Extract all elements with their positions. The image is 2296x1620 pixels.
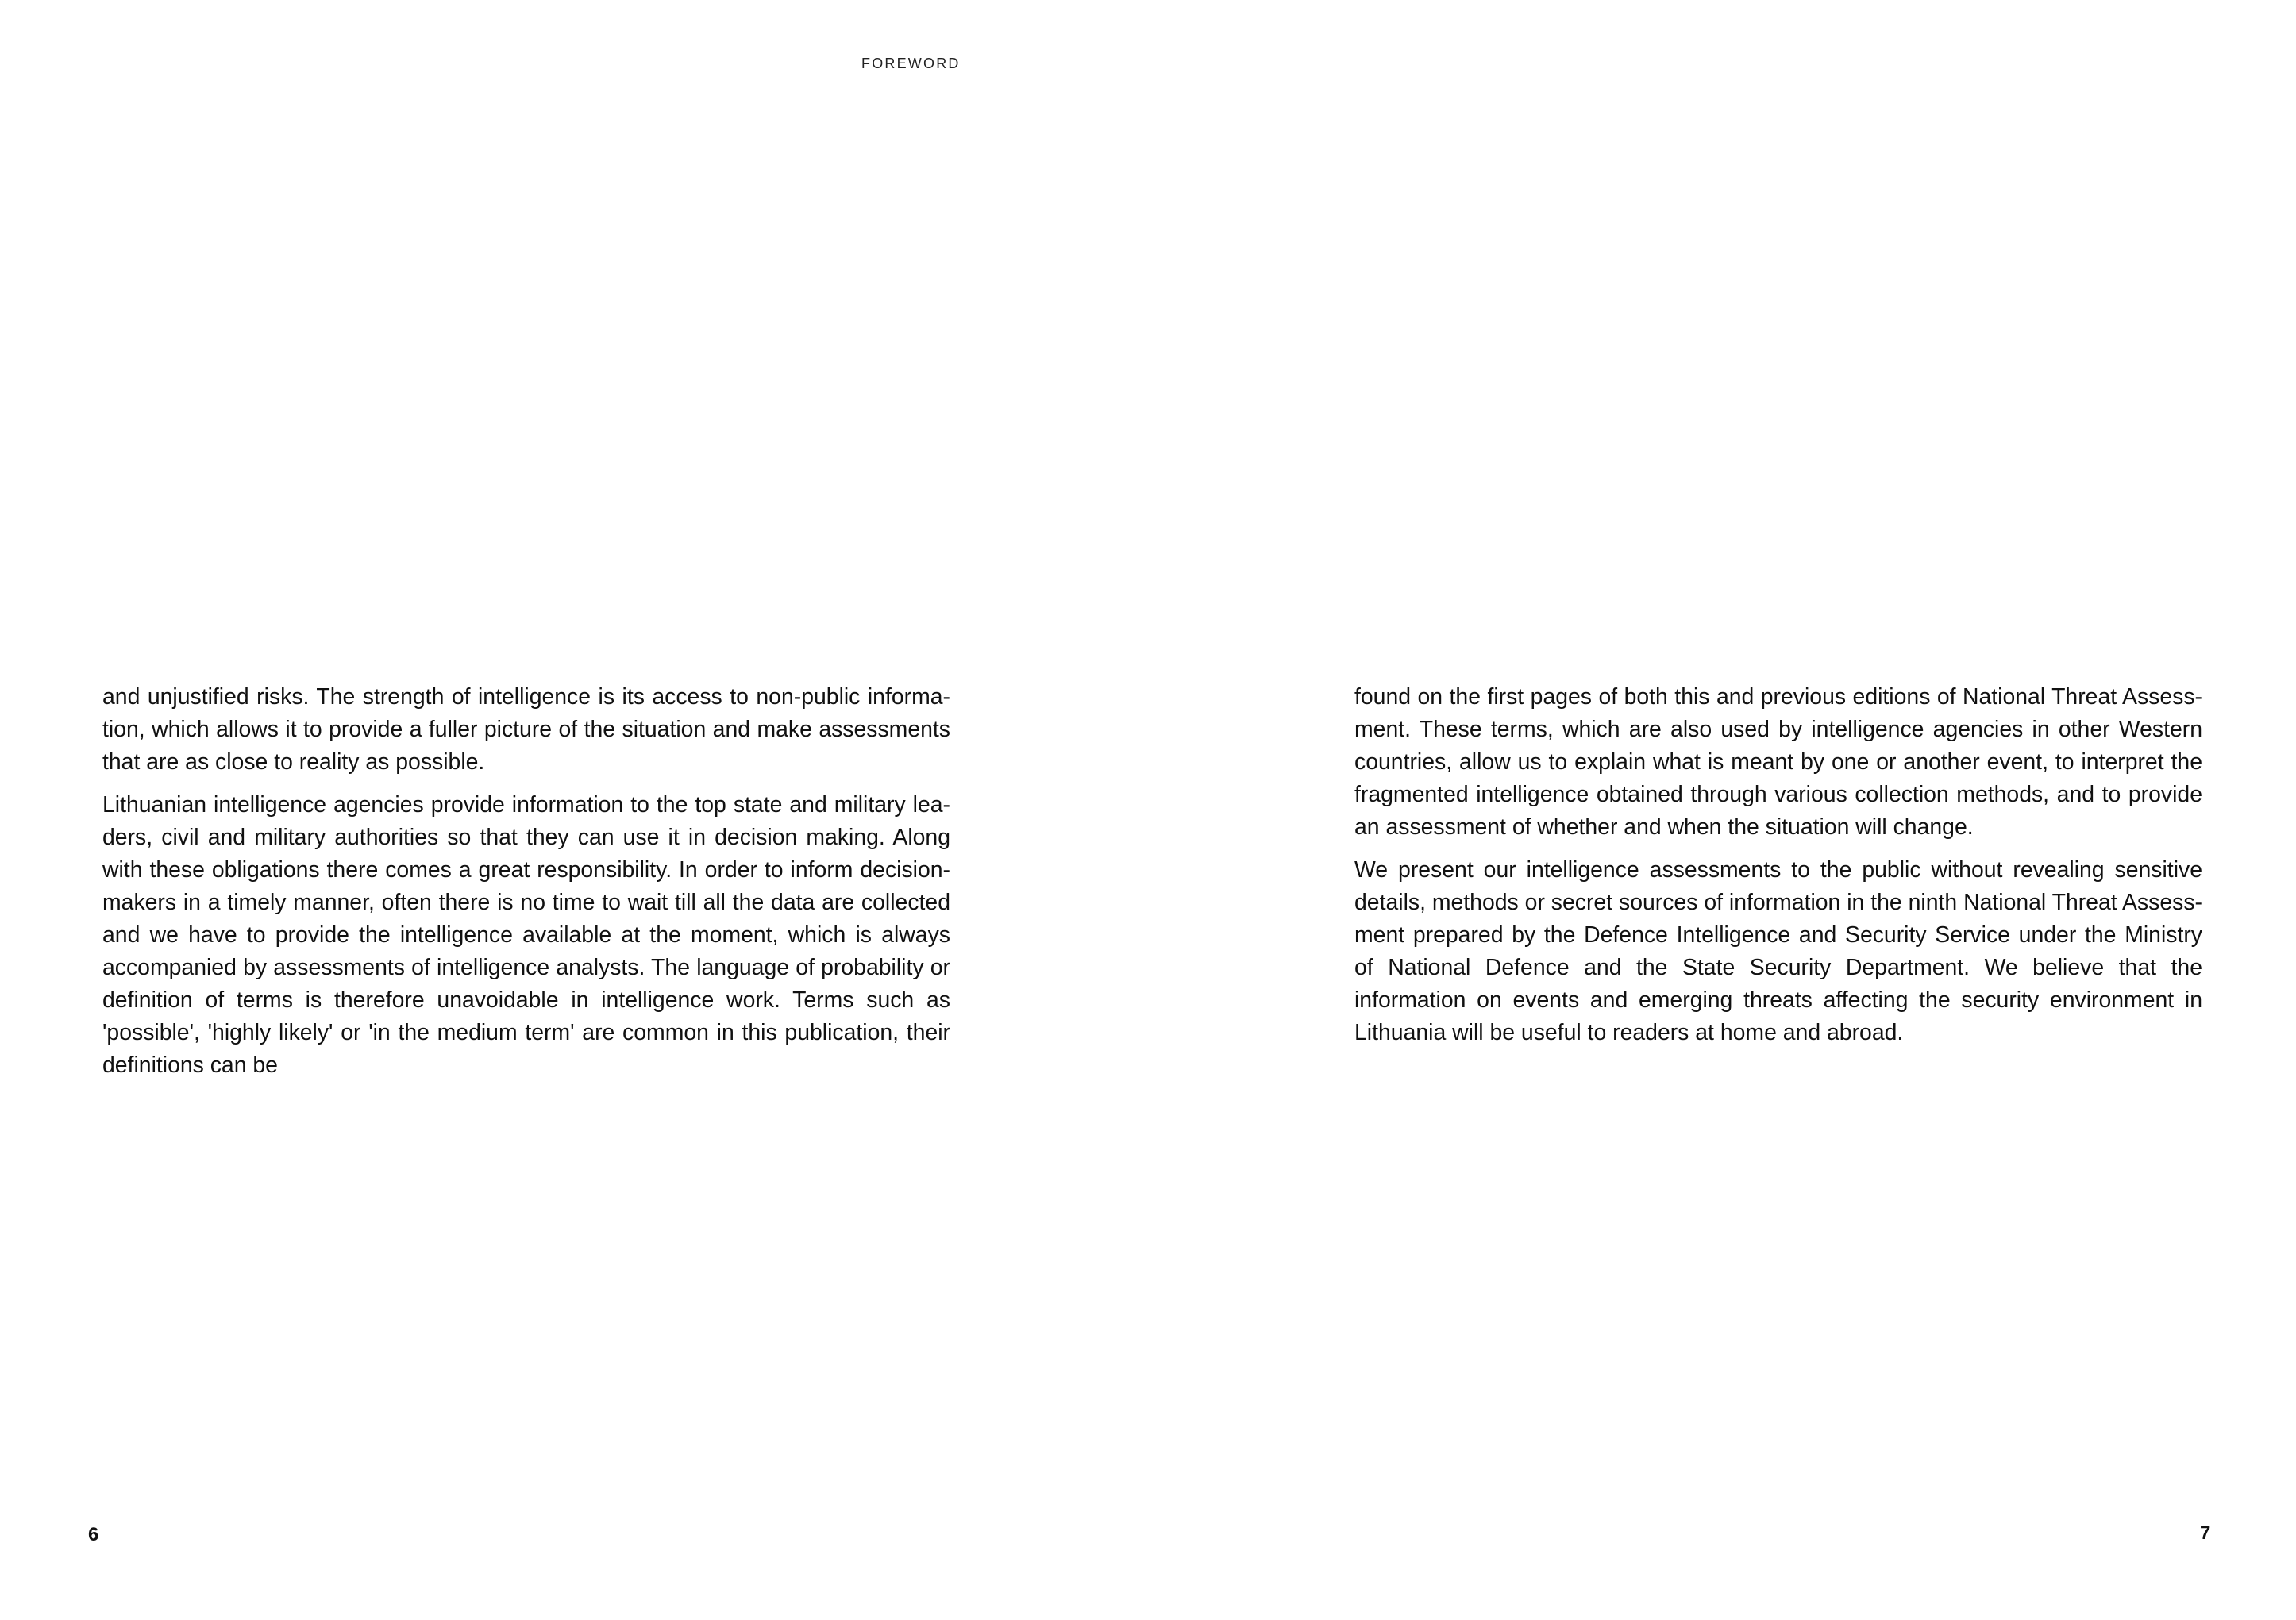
running-header: FOREWORD bbox=[861, 56, 961, 71]
paragraph: found on the first pages of both this and previous editions of National Threat Assessment. These terms, which are also used by intelligence agencies in other Western countries, allow us to explain what is meant by one or another event, to interpret the fragmented intelligence obtained through various collection methods, and to provide an assessment of whether and when the situation will change. bbox=[1354, 684, 2202, 840]
right-text-column bbox=[1354, 681, 2202, 1060]
left-text-column bbox=[102, 681, 950, 1092]
right-page bbox=[1148, 0, 2296, 1620]
page-number: 6 bbox=[88, 1524, 99, 1545]
paragraph: We present our intelligence assessments to the public without revealing sensitive details, methods or secret sources of information in the ninth National Threat Assessment prepared by the Defence Intelligence and Security Service under the Ministry of National Defence and the State Security Department. We believe that the information on events and emerging threats affecting the security environment in Lithuania will be useful to readers at home and abroad. bbox=[1354, 857, 2202, 1045]
paragraph: and unjustified risks. The strength of intelligence is its access to non-public information, which allows it to provide a fuller picture of the situation and make assessments that are as close to reality as possible. bbox=[102, 684, 950, 775]
paragraph: Lithuanian intelligence agencies provide information to the top state and military leaders, civil and military authorities so that they can use it in decision making. Along with these obligations there comes a great responsibility. In order to inform decision-makers in a timely manner, often there is no time to wait till all the data are collected and we have to provide the intelligence available at the moment, which is always accompanied by assessments of intelligence analysts. The language of probability or definition of terms is therefore unavoidable in intelligence work. Terms such as 'possible', 'highly likely' or 'in the medium term' are common in this publication, their definitions can be bbox=[102, 792, 950, 1078]
page-number: 7 bbox=[2200, 1522, 2211, 1544]
